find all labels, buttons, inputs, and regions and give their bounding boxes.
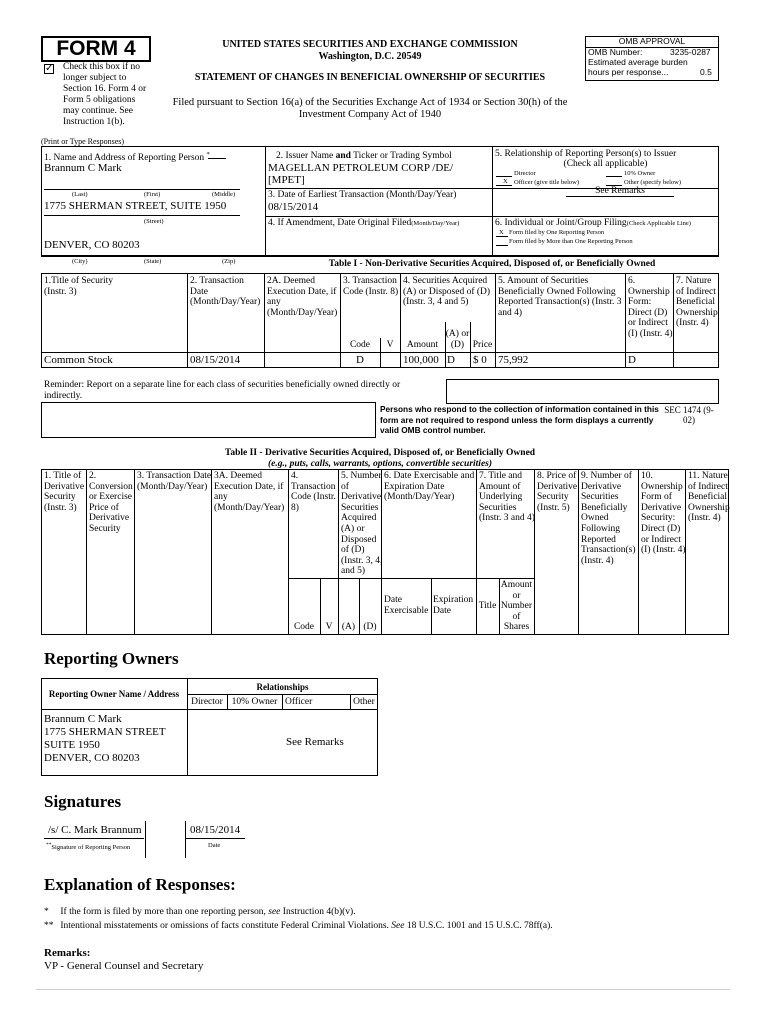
ro-other-header: Other	[353, 697, 375, 707]
persons-box	[446, 379, 719, 404]
box1-street-label: (Street)	[144, 218, 164, 225]
filed-pursuant: Filed pursuant to Section 16(a) of the Securities Exchange Act of 1934 or Section 30(h) of the Investment Company Act of 1940	[172, 97, 568, 120]
t2-sub-v: V	[325, 622, 333, 632]
t1-sub-code: Code	[349, 340, 371, 350]
t1-row-security: Common Stock	[44, 354, 113, 366]
omb-burden: Estimated average burden	[588, 57, 688, 67]
table1-title: Table I - Non-Derivative Securities Acquired, Disposed of, or Beneficially Owned	[328, 259, 656, 269]
agency-location: Washington, D.C. 20549	[318, 51, 422, 62]
remarks-text: VP - General Counsel and Secretary	[44, 960, 204, 972]
t2-head-nature: 11. Nature of Indirect Beneficial Ownership (Instr. 4)	[688, 471, 730, 524]
check-note: Check this box if no longer subject to Section 16. Form 4 or Form 5 obligations may continue. See Instruction 1(b).	[63, 62, 147, 127]
omb-title: OMB APPROVAL	[618, 36, 686, 46]
t1-sub-amount: Amount	[406, 340, 439, 350]
checkbox-10pct-owner[interactable]: 10% Owner	[624, 170, 656, 177]
t1-head-date: 2. Transaction Date (Month/Day/Year)	[190, 276, 261, 308]
t2-head-date: 3. Transaction Date (Month/Day/Year)	[137, 471, 212, 492]
t2-head-price: 8. Price of Derivative Security (Instr. 5)	[537, 471, 578, 513]
checkbox-no-longer-subject[interactable]: ✓	[45, 63, 54, 74]
ro-owner-line-1: Brannum C Mark	[44, 713, 122, 725]
t2-head-code: 4. Transaction Code (Instr. 8)	[291, 471, 336, 513]
t1-head-acquired: 4. Securities Acquired (A) or Disposed of (D) (Instr. 3, 4 and 5)	[403, 276, 491, 308]
t2-sub-a: (A)	[341, 622, 356, 632]
box1-middle-label: (Middle)	[212, 191, 236, 198]
ro-director-header: Director	[191, 697, 223, 707]
t2-head-number: 5. Number of Derivative Securities Acquired (A) or Disposed of (D) (Instr. 3, 4, and 5)	[341, 471, 383, 577]
joint-one-mark: X	[499, 229, 504, 236]
t2-sub-d: (D)	[363, 622, 377, 632]
ro-officer-value: See Remarks	[286, 736, 344, 748]
t1-sub-v: V	[386, 340, 394, 350]
t2-head-owned: 9. Number of Derivative Securities Beneficially Owned Following Reported Transaction(s) (Instr. 4)	[581, 471, 636, 566]
reporting-person-name: Brannum C Mark	[44, 162, 122, 174]
checkbox-director[interactable]: Director	[514, 170, 536, 177]
print-type-note: (Print or Type Responses)	[41, 137, 125, 146]
t2-head-deemed: 3A. Deemed Execution Date, if any (Month/Day/Year)	[214, 471, 285, 513]
ro-10pct-header: 10% Owner	[231, 697, 278, 707]
t1-head-ownership-form: 6. Ownership Form: Direct (D) or Indirect (I) (Instr. 4)	[628, 276, 673, 339]
t1-head-amount-owned: 5. Amount of Securities Beneficially Owned Following Reported Transaction(s) (Instr. 3 and 4)	[498, 276, 622, 318]
ro-owner-line-2: 1775 SHERMAN STREET	[44, 726, 166, 738]
omb-hours: 0.5	[700, 67, 712, 77]
reminder-text: Reminder: Report on a separate line for each class of securities beneficially owned directly or indirectly.	[44, 380, 401, 401]
t1-row-aord: D	[447, 354, 455, 366]
reporting-person-street: 1775 SHERMAN STREET, SUITE 1950	[44, 200, 227, 212]
form-title: FORM 4	[56, 37, 136, 60]
ro-officer-header: Officer	[285, 697, 313, 707]
checkbox-officer[interactable]: Officer (give title below)	[514, 179, 580, 186]
persons-notice: Persons who respond to the collection of information contained in this form are not required to respond unless the form displays a currently valid OMB control number.	[380, 404, 659, 435]
reporting-person-city: DENVER, CO 80203	[44, 239, 140, 251]
box4-label: 4. If Amendment, Date Original Filed(Month/Day/Year)	[268, 218, 460, 228]
t1-head-deemed: 2A. Deemed Execution Date, if any (Month/Day/Year)	[267, 276, 338, 318]
ro-owner-line-4: DENVER, CO 80203	[44, 752, 140, 764]
signatures-heading: Signatures	[44, 792, 122, 811]
officer-title: See Remarks	[595, 186, 645, 196]
page-frame	[36, 976, 730, 990]
t1-row-owned: 75,992	[498, 354, 529, 366]
officer-check-mark: X	[503, 178, 508, 185]
t2-head-conversion: 2. Conversion or Exercise Price of Derivative Security	[89, 471, 133, 534]
box1-state-label: (State)	[144, 258, 162, 265]
t1-head-nature: 7. Nature of Indirect Beneficial Ownership (Instr. 4)	[676, 276, 718, 329]
ro-name-header: Reporting Owner Name / Address	[48, 689, 180, 699]
explanation-note-1: * If the form is filed by more than one reporting person, see Instruction 4(b)(v).	[44, 907, 356, 917]
radio-one-reporting-person[interactable]: Form filed by One Reporting Person	[509, 229, 605, 236]
t1-row-price: $ 0	[473, 354, 487, 366]
radio-more-reporting-persons[interactable]: Form filed by More than One Reporting Person	[509, 238, 633, 245]
remarks-label: Remarks:	[44, 947, 91, 959]
box1-city-label: (City)	[72, 258, 88, 265]
t2-head-title: 1. Title of Derivative Security (Instr. 3)	[44, 471, 85, 513]
omb-hours-label: hours per response...	[588, 67, 669, 77]
box5-sub: (Check all applicable)	[563, 159, 648, 169]
reminder-box	[41, 402, 376, 438]
box1-last-label: (Last)	[72, 191, 88, 198]
t1-row-code: D	[356, 354, 364, 366]
earliest-transaction-date: 08/15/2014	[268, 201, 319, 213]
box5-label: 5. Relationship of Reporting Person(s) to Issuer	[495, 149, 677, 159]
box2-label: 2. Issuer Name and Ticker or Trading Symbol	[276, 151, 452, 161]
ro-owner-line-3: SUITE 1950	[44, 739, 100, 751]
signature-date-label: Date	[208, 842, 221, 849]
t2-sub-title: Title	[478, 601, 497, 611]
table2-title: Table II - Derivative Securities Acquired, Disposed of, or Beneficially Owned	[224, 448, 536, 458]
statement-title: STATEMENT OF CHANGES IN BENEFICIAL OWNERSHIP OF SECURITIES	[194, 72, 546, 83]
t1-sub-price: Price	[472, 340, 493, 350]
issuer-ticker: [MPET]	[268, 174, 305, 186]
omb-number-label: OMB Number:	[588, 47, 643, 57]
box1-label: 1. Name and Address of Reporting Person *	[44, 151, 210, 164]
t2-sub-exp: Expiration Date	[433, 595, 474, 616]
signature-date: 08/15/2014	[190, 824, 241, 836]
explanation-note-2: ** Intentional misstatements or omissions of facts constitute Federal Criminal Violations. See 18 U.S.C. 1001 and 15 U.S.C. 78ff(a).	[44, 921, 553, 931]
t2-sub-date-ex: Date Exercisable	[384, 595, 429, 616]
box3-label: 3. Date of Earliest Transaction (Month/Day/Year)	[268, 190, 457, 200]
box1-zip-label: (Zip)	[222, 258, 236, 265]
box6-label: 6. Individual or Joint/Group Filing(Check Applicable Line)	[495, 218, 691, 228]
t1-row-date: 08/15/2014	[190, 354, 241, 366]
t2-sub-code: Code	[293, 622, 315, 632]
issuer-name: MAGELLAN PETROLEUM CORP /DE/	[268, 162, 454, 174]
t1-sub-aord: (A) or (D)	[445, 329, 470, 350]
t1-head-code: 3. Transaction Code (Instr. 8)	[343, 276, 399, 297]
signature-value: /s/ C. Mark Brannum	[48, 824, 142, 836]
agency-title: UNITED STATES SECURITIES AND EXCHANGE COMMISSION	[222, 39, 518, 50]
t1-row-amount: 100,000	[403, 354, 439, 366]
t1-row-form: D	[628, 354, 636, 366]
table2-subtitle: (e.g., puts, calls, warrants, options, convertible securities)	[267, 459, 493, 469]
box1-first-label: (First)	[144, 191, 161, 198]
ro-relationships-header: Relationships	[256, 682, 309, 692]
t2-head-underlying: 7. Title and Amount of Underlying Securities (Instr. 3 and 4)	[479, 471, 535, 524]
t2-head-form: 10. Ownership Form of Derivative Security: Direct (D) or Indirect (I) (Instr. 4)	[641, 471, 686, 556]
reporting-owners-heading: Reporting Owners	[44, 649, 179, 668]
signature-label: **Signature of Reporting Person	[46, 842, 131, 852]
checkbox-other[interactable]: Other (specify below)	[624, 179, 682, 186]
omb-number: 3235-0287	[670, 47, 711, 57]
t1-head-title: 1.Title of Security (Instr. 3)	[44, 276, 114, 297]
sec-code: SEC 1474 (9-02)	[664, 405, 714, 426]
t2-head-exercisable: 6. Date Exercisable and Expiration Date (Month/Day/Year)	[384, 471, 475, 503]
t2-sub-amount: Amount or Number of Shares	[500, 580, 533, 633]
explanation-heading: Explanation of Responses:	[44, 875, 236, 894]
